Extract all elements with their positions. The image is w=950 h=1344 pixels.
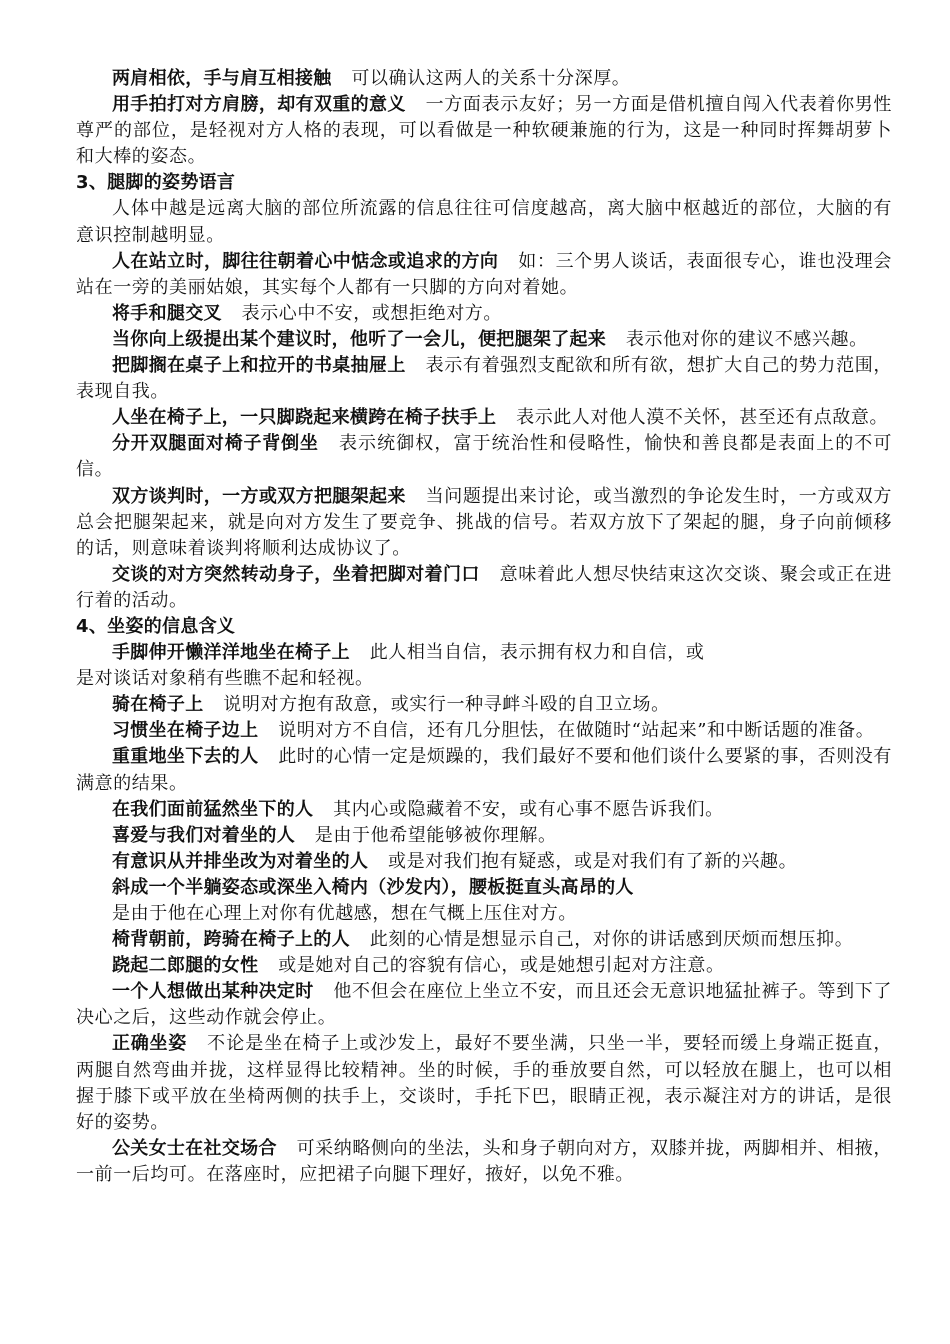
paragraph xyxy=(76,875,892,901)
paragraph-text: 不论是坐在椅子上或沙发上，最好不要坐满，只坐一半，要轻而缓上身端正挺直，两腿自然弯曲并拢，这样显得比较精神。坐的时候，手的垂放要自然，可以轻放在腿上，也可以相握于膝下或平放在坐椅两侧的扶手上，交谈时，手托下巴，眼睛正视，表示凝注对方的讲话，是很好的姿势。 xyxy=(76,1033,892,1133)
paragraph-text: 人体中越是远离大脑的部位所流露的信息往往可信度越高，离大脑中枢越近的部位，大脑的有意识控制越明显。 xyxy=(76,198,892,246)
paragraph xyxy=(76,927,892,953)
paragraph xyxy=(76,327,892,353)
paragraph xyxy=(76,1031,892,1135)
paragraph-text: 可以确认这两人的关系十分深厚。 xyxy=(351,68,631,89)
paragraph xyxy=(76,692,892,718)
paragraph-lead: 人在站立时，脚往往朝着心中惦念或追求的方向 xyxy=(112,250,499,272)
paragraph xyxy=(76,301,892,327)
paragraph xyxy=(76,249,892,301)
paragraph-text: 此刻的心情是想显示自己，对你的讲话感到厌烦而想压抑。 xyxy=(369,929,854,951)
paragraph-text: 说明对方抱有敌意，或实行一种寻衅斗殴的自卫立场。 xyxy=(223,694,670,716)
paragraph-lead: 在我们面前猛然坐下的人 xyxy=(112,798,314,820)
paragraph-text: 是由于他在心理上对你有优越感，想在气概上压住对方。 xyxy=(112,903,577,924)
paragraph-text: 意味着此人想尽快结束这次交谈、聚会或正在进行着的活动。 xyxy=(76,563,893,611)
paragraph xyxy=(76,353,892,405)
paragraph-text: 表示心中不安，或想拒绝对方。 xyxy=(241,302,503,324)
paragraph-lead: 跷起二郎腿的女性 xyxy=(112,955,259,977)
paragraph-lead: 交谈的对方突然转动身子，坐着把脚对着门口 xyxy=(112,563,480,585)
paragraph-lead: 手脚伸开懒洋洋地坐在椅子上 xyxy=(112,642,350,664)
paragraph-text: 表示有着强烈支配欲和所有欲，想扩大自己的势力范围，表现自我。 xyxy=(76,355,892,403)
paragraph-lead: 椅背朝前，跨骑在椅子上的人 xyxy=(112,929,350,951)
paragraph-lead: 骑在椅子上 xyxy=(112,694,204,716)
paragraph-lead: 正确坐姿 xyxy=(112,1033,187,1055)
paragraph-text: 说明对方不自信，还有几分胆怯，在做随时“站起来”和中断话题的准备。 xyxy=(278,720,875,742)
paragraph xyxy=(76,666,892,692)
paragraph xyxy=(76,431,892,483)
paragraph-text: 可采纳略侧向的坐法，头和身子朝向对方，双膝并拢，两脚相并、相掖，一前一后均可。在落座时，应把裙子向腿下理好，掖好，以免不雅。 xyxy=(76,1137,892,1185)
paragraph xyxy=(76,640,892,666)
paragraph-text: 此人相当自信，表示拥有权力和自信，或 xyxy=(369,642,705,664)
paragraph-lead: 喜爱与我们对着坐的人 xyxy=(112,824,295,846)
paragraph-text: 他不但会在座位上坐立不安，而且还会无意识地猛扯裤子。等到下了决心之后，这些动作就会停止。 xyxy=(76,981,892,1029)
paragraph xyxy=(76,484,892,562)
paragraph-text: 或是对我们抱有疑惑，或是对我们有了新的兴趣。 xyxy=(388,850,798,872)
paragraph-lead: 有意识从并排坐改为对着坐的人 xyxy=(112,850,369,872)
paragraph-text: 表示统御权，富于统治性和侵略性，愉快和善良都是表面上的不可信。 xyxy=(76,433,892,481)
paragraph-text: 表示他对你的建议不感兴趣。 xyxy=(625,328,868,350)
paragraph-text: 一方面表示友好；另一方面是借机擅自闯入代表着你男性尊严的部位，是轻视对方人格的表现，可以看做是一种软硬兼施的行为，这是一种同时挥舞胡萝卜和大棒的姿态。 xyxy=(76,94,892,168)
paragraph-lead: 分开双腿面对椅子背倒坐 xyxy=(112,433,319,455)
paragraph-text: 此时的心情一定是烦躁的，我们最好不要和他们谈什么要紧的事，否则没有满意的结果。 xyxy=(76,746,892,794)
paragraph-text: 是由于他希望能够被你理解。 xyxy=(314,824,557,846)
paragraph-lead: 两肩相依，手与肩互相接触 xyxy=(112,68,332,89)
paragraph xyxy=(76,562,892,614)
paragraph xyxy=(76,1136,892,1188)
paragraph xyxy=(76,823,892,849)
paragraph xyxy=(76,718,892,744)
paragraph-text: 当问题提出来讨论，或当激烈的争论发生时，一方或双方总会把腿架起来，就是向对方发生了要竞争、挑战的信号。若双方放下了架起的腿，身子向前倾移的话，则意味着谈判将顺利达成协议了。 xyxy=(76,485,892,559)
paragraph xyxy=(76,66,892,92)
paragraph-lead: 当你向上级提出某个建议时，他听了一会儿，便把腿架了起来 xyxy=(112,328,607,350)
paragraph-text: 表示此人对他人漠不关怀，甚至还有点敌意。 xyxy=(516,407,889,429)
paragraph-text: 其内心或隐藏着不安，或有心事不愿告诉我们。 xyxy=(333,798,724,820)
paragraph xyxy=(76,405,892,431)
paragraph-lead: 人坐在椅子上，一只脚跷起来横跨在椅子扶手上 xyxy=(112,407,497,429)
paragraph xyxy=(76,744,892,796)
paragraph-lead: 用手拍打对方肩膀，却有双重的意义 xyxy=(112,94,406,116)
paragraph-lead: 把脚搁在桌子上和拉开的书桌抽屉上 xyxy=(112,355,406,377)
paragraph xyxy=(76,901,892,927)
section-heading: 4、坐姿的信息含义 xyxy=(76,615,236,637)
paragraph-lead: 重重地坐下去的人 xyxy=(112,746,259,768)
paragraph-lead: 双方谈判时，一方或双方把腿架起来 xyxy=(112,485,406,507)
paragraph-lead: 斜成一个半躺姿态或深坐入椅内（沙发内），腰板挺直头高昂的人 xyxy=(112,876,634,898)
paragraph-lead: 一个人想做出某种决定时 xyxy=(112,981,314,1003)
paragraph-text: 或是她对自己的容貌有信心，或是她想引起对方注意。 xyxy=(278,955,725,977)
paragraph-lead: 习惯坐在椅子边上 xyxy=(112,720,259,742)
paragraph xyxy=(76,92,892,170)
paragraph xyxy=(76,196,892,248)
paragraph xyxy=(76,979,892,1031)
paragraph xyxy=(76,797,892,823)
section-heading: 3、腿脚的姿势语言 xyxy=(76,172,236,194)
paragraph xyxy=(76,849,892,875)
paragraph xyxy=(76,953,892,979)
paragraph-text: 如：三个男人谈话，表面很专心，谁也没理会站在一旁的美丽姑娘，其实每个人都有一只脚的方向对着她。 xyxy=(76,250,892,298)
paragraph-lead: 将手和腿交叉 xyxy=(112,302,222,324)
paragraph-text: 是对谈话对象稍有些瞧不起和轻视。 xyxy=(76,668,374,690)
paragraph-lead: 公关女士在社交场合 xyxy=(112,1137,277,1159)
